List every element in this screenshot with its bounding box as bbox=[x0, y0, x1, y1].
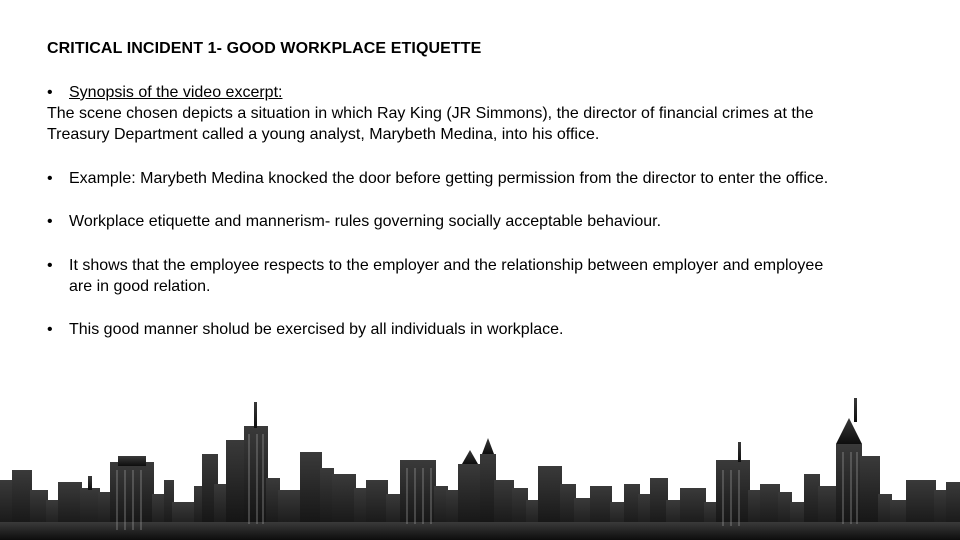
synopsis-label: Synopsis of the video excerpt: bbox=[69, 84, 283, 101]
synopsis-block bbox=[47, 82, 937, 145]
bullet-dot: • bbox=[47, 213, 53, 230]
bullet-item-respect bbox=[47, 255, 937, 297]
slide-title: CRITICAL INCIDENT 1- GOOD WORKPLACE ETIQUETTE bbox=[47, 40, 482, 57]
bullet-text-line: are in good relation. bbox=[69, 278, 211, 295]
bullet-item-etiquette bbox=[47, 211, 937, 232]
bullet-text: Workplace etiquette and mannerism- rules governing socially acceptable behaviour. bbox=[69, 213, 662, 230]
synopsis-heading bbox=[47, 82, 937, 103]
bullet-text-line: It shows that the employee respects to the employer and the relationship between employer and employee bbox=[69, 257, 824, 274]
bullet-item-example bbox=[47, 168, 937, 189]
bullet-item-good-manner bbox=[47, 319, 937, 340]
bullet-dot: • bbox=[47, 170, 53, 187]
bullet-dot: • bbox=[47, 257, 53, 274]
synopsis-text-line: The scene chosen depicts a situation in which Ray King (JR Simmons), the director of financial crimes at the bbox=[47, 105, 814, 122]
bullet-text: Example: Marybeth Medina knocked the door before getting permission from the director to enter the office. bbox=[69, 170, 829, 187]
city-skyline-image bbox=[0, 390, 960, 540]
bullet-dot: • bbox=[47, 321, 53, 338]
bullet-dot: • bbox=[47, 84, 53, 101]
synopsis-text-line: Treasury Department called a young analyst, Marybeth Medina, into his office. bbox=[47, 126, 600, 143]
bullet-text: This good manner sholud be exercised by all individuals in workplace. bbox=[69, 321, 564, 338]
